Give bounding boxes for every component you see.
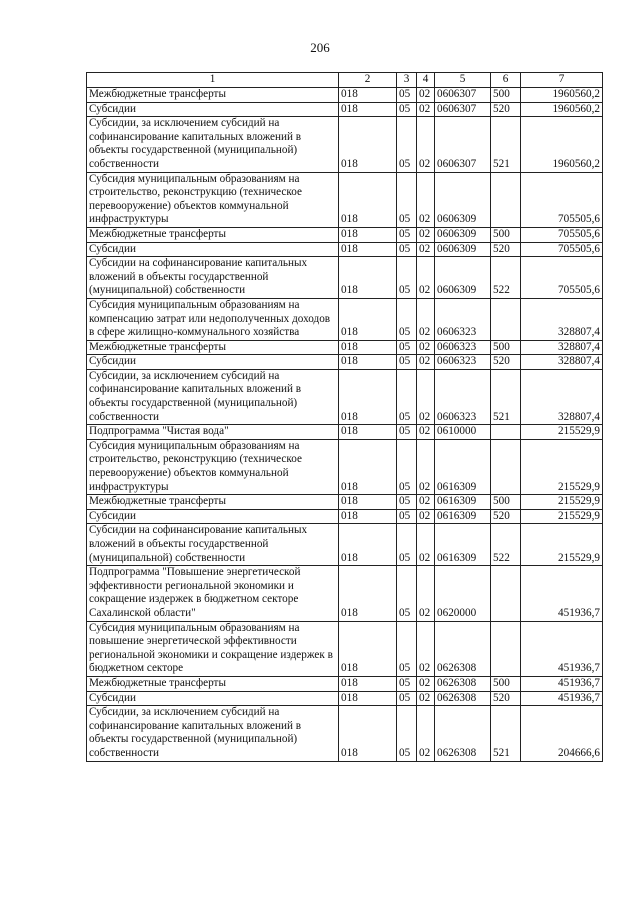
row-col-3: 05 <box>397 117 417 172</box>
row-col-4: 02 <box>417 242 435 257</box>
row-col-5: 0606309 <box>435 227 491 242</box>
row-col-2: 018 <box>339 369 397 424</box>
row-col-2: 018 <box>339 88 397 103</box>
row-name: Субсидии <box>87 691 339 706</box>
row-amount: 1960560,2 <box>521 117 603 172</box>
row-name: Субсидия муниципальным образованиям на строительство, реконструкцию (техническое перевооружение) объектов коммунальной инфраструктуры <box>87 439 339 494</box>
row-col-3: 05 <box>397 495 417 510</box>
row-col-2: 018 <box>339 524 397 566</box>
row-amount: 215529,9 <box>521 509 603 524</box>
row-amount: 215529,9 <box>521 425 603 440</box>
row-col-4: 02 <box>417 495 435 510</box>
table-row <box>87 691 603 706</box>
row-name: Субсидии <box>87 509 339 524</box>
table-row <box>87 340 603 355</box>
row-amount: 705505,6 <box>521 227 603 242</box>
row-col-2: 018 <box>339 509 397 524</box>
row-col-6 <box>491 439 521 494</box>
row-col-2: 018 <box>339 257 397 299</box>
table-row <box>87 355 603 370</box>
row-col-6: 500 <box>491 495 521 510</box>
row-col-5: 0606309 <box>435 257 491 299</box>
row-col-6: 520 <box>491 355 521 370</box>
row-col-4: 02 <box>417 566 435 621</box>
row-col-2: 018 <box>339 676 397 691</box>
row-name: Субсидии, за исключением субсидий на софинансирование капитальных вложений в объекты государственной (муниципальной) собственности <box>87 706 339 761</box>
row-name: Субсидии, за исключением субсидий на софинансирование капитальных вложений в объекты государственной (муниципальной) собственности <box>87 369 339 424</box>
page-number: 206 <box>310 40 330 55</box>
row-col-6: 520 <box>491 242 521 257</box>
row-col-4: 02 <box>417 227 435 242</box>
row-amount: 705505,6 <box>521 242 603 257</box>
row-col-2: 018 <box>339 439 397 494</box>
row-amount: 705505,6 <box>521 172 603 227</box>
row-col-4: 02 <box>417 298 435 340</box>
table-row <box>87 227 603 242</box>
row-col-3: 05 <box>397 355 417 370</box>
row-col-2: 018 <box>339 172 397 227</box>
row-col-6: 500 <box>491 88 521 103</box>
table-row <box>87 706 603 761</box>
row-col-2: 018 <box>339 355 397 370</box>
row-col-6 <box>491 566 521 621</box>
row-col-3: 05 <box>397 676 417 691</box>
row-col-6 <box>491 621 521 676</box>
row-col-2: 018 <box>339 117 397 172</box>
row-col-2: 018 <box>339 425 397 440</box>
row-col-2: 018 <box>339 706 397 761</box>
row-col-6: 500 <box>491 676 521 691</box>
row-col-3: 05 <box>397 369 417 424</box>
row-name: Субсидия муниципальным образованиям на компенсацию затрат или недополученных доходов в сфере жилищно-коммунального хозяйства <box>87 298 339 340</box>
row-amount: 451936,7 <box>521 691 603 706</box>
row-col-4: 02 <box>417 369 435 424</box>
row-col-3: 05 <box>397 621 417 676</box>
row-col-5: 0626308 <box>435 676 491 691</box>
row-col-6: 500 <box>491 340 521 355</box>
row-name: Межбюджетные трансферты <box>87 340 339 355</box>
row-col-5: 0606309 <box>435 172 491 227</box>
row-col-4: 02 <box>417 439 435 494</box>
row-col-6: 521 <box>491 706 521 761</box>
row-amount: 328807,4 <box>521 298 603 340</box>
row-col-4: 02 <box>417 691 435 706</box>
row-col-2: 018 <box>339 242 397 257</box>
row-col-3: 05 <box>397 524 417 566</box>
row-col-5: 0610000 <box>435 425 491 440</box>
header-cell: 1 <box>87 73 339 88</box>
table-row <box>87 298 603 340</box>
row-col-6 <box>491 298 521 340</box>
row-col-2: 018 <box>339 621 397 676</box>
row-name: Межбюджетные трансферты <box>87 676 339 691</box>
row-col-6: 520 <box>491 102 521 117</box>
row-col-2: 018 <box>339 495 397 510</box>
row-name: Субсидии <box>87 242 339 257</box>
row-col-6: 522 <box>491 524 521 566</box>
table-row <box>87 524 603 566</box>
row-name: Субсидии <box>87 355 339 370</box>
row-col-5: 0606323 <box>435 369 491 424</box>
row-col-4: 02 <box>417 425 435 440</box>
row-amount: 1960560,2 <box>521 102 603 117</box>
row-col-2: 018 <box>339 566 397 621</box>
row-col-3: 05 <box>397 566 417 621</box>
row-col-4: 02 <box>417 621 435 676</box>
row-name: Субсидии на софинансирование капитальных вложений в объекты государственной (муниципальной) собственности <box>87 257 339 299</box>
row-col-3: 05 <box>397 88 417 103</box>
row-col-2: 018 <box>339 691 397 706</box>
row-amount: 215529,9 <box>521 439 603 494</box>
row-col-3: 05 <box>397 298 417 340</box>
header-cell: 2 <box>339 73 397 88</box>
row-col-6: 520 <box>491 509 521 524</box>
row-col-2: 018 <box>339 298 397 340</box>
row-col-5: 0606307 <box>435 117 491 172</box>
row-amount: 1960560,2 <box>521 88 603 103</box>
row-name: Межбюджетные трансферты <box>87 227 339 242</box>
row-col-5: 0606307 <box>435 102 491 117</box>
row-col-6: 520 <box>491 691 521 706</box>
row-col-3: 05 <box>397 242 417 257</box>
row-amount: 451936,7 <box>521 566 603 621</box>
row-col-5: 0626308 <box>435 621 491 676</box>
row-col-2: 018 <box>339 102 397 117</box>
table-row <box>87 621 603 676</box>
row-col-2: 018 <box>339 340 397 355</box>
row-col-4: 02 <box>417 117 435 172</box>
row-col-3: 05 <box>397 340 417 355</box>
row-col-3: 05 <box>397 439 417 494</box>
header-cell: 5 <box>435 73 491 88</box>
table-row <box>87 425 603 440</box>
row-col-2: 018 <box>339 227 397 242</box>
row-col-6 <box>491 172 521 227</box>
table-row <box>87 102 603 117</box>
row-col-5: 0616309 <box>435 524 491 566</box>
budget-table <box>86 72 603 762</box>
row-name: Субсидии, за исключением субсидий на софинансирование капитальных вложений в объекты государственной (муниципальной) собственности <box>87 117 339 172</box>
row-col-5: 0606307 <box>435 88 491 103</box>
row-col-4: 02 <box>417 88 435 103</box>
row-col-4: 02 <box>417 172 435 227</box>
row-col-6: 522 <box>491 257 521 299</box>
row-col-3: 05 <box>397 425 417 440</box>
row-col-4: 02 <box>417 706 435 761</box>
row-amount: 328807,4 <box>521 355 603 370</box>
table-row <box>87 495 603 510</box>
row-name: Межбюджетные трансферты <box>87 495 339 510</box>
table-row <box>87 257 603 299</box>
row-amount: 328807,4 <box>521 369 603 424</box>
row-col-4: 02 <box>417 509 435 524</box>
header-cell: 6 <box>491 73 521 88</box>
row-col-3: 05 <box>397 227 417 242</box>
table-row <box>87 439 603 494</box>
row-col-5: 0606323 <box>435 298 491 340</box>
table-row <box>87 88 603 103</box>
table-row <box>87 369 603 424</box>
table-row <box>87 172 603 227</box>
row-col-5: 0626308 <box>435 691 491 706</box>
row-col-5: 0626308 <box>435 706 491 761</box>
table-row <box>87 676 603 691</box>
row-col-3: 05 <box>397 172 417 227</box>
row-col-5: 0606323 <box>435 340 491 355</box>
row-col-6: 521 <box>491 369 521 424</box>
row-col-4: 02 <box>417 102 435 117</box>
header-cell: 3 <box>397 73 417 88</box>
row-amount: 451936,7 <box>521 621 603 676</box>
table-body <box>87 88 603 762</box>
row-name: Субсидии <box>87 102 339 117</box>
row-col-6 <box>491 425 521 440</box>
row-col-6: 500 <box>491 227 521 242</box>
row-col-6: 521 <box>491 117 521 172</box>
row-amount: 451936,7 <box>521 676 603 691</box>
row-col-5: 0616309 <box>435 509 491 524</box>
row-col-5: 0620000 <box>435 566 491 621</box>
row-amount: 328807,4 <box>521 340 603 355</box>
row-col-3: 05 <box>397 706 417 761</box>
table-row <box>87 242 603 257</box>
row-col-5: 0606309 <box>435 242 491 257</box>
row-name: Субсидии на софинансирование капитальных вложений в объекты государственной (муниципальной) собственности <box>87 524 339 566</box>
row-col-4: 02 <box>417 524 435 566</box>
table-row <box>87 117 603 172</box>
header-cell: 4 <box>417 73 435 88</box>
row-col-3: 05 <box>397 102 417 117</box>
row-name: Межбюджетные трансферты <box>87 88 339 103</box>
row-col-5: 0606323 <box>435 355 491 370</box>
row-col-5: 0616309 <box>435 439 491 494</box>
table-row <box>87 566 603 621</box>
row-col-4: 02 <box>417 355 435 370</box>
row-amount: 705505,6 <box>521 257 603 299</box>
row-amount: 215529,9 <box>521 495 603 510</box>
row-col-5: 0616309 <box>435 495 491 510</box>
row-col-3: 05 <box>397 509 417 524</box>
row-col-4: 02 <box>417 340 435 355</box>
table-row <box>87 509 603 524</box>
row-col-4: 02 <box>417 676 435 691</box>
row-col-4: 02 <box>417 257 435 299</box>
row-name: Субсидия муниципальным образованиям на повышение энергетической эффективности региональной экономики и сокращение издержек в бюджетном секторе <box>87 621 339 676</box>
row-amount: 215529,9 <box>521 524 603 566</box>
row-name: Подпрограмма "Повышение энергетической эффективности региональной экономики и сокращение издержек в бюджетном секторе Сахалинской области" <box>87 566 339 621</box>
row-name: Подпрограмма "Чистая вода" <box>87 425 339 440</box>
header-cell: 7 <box>521 73 603 88</box>
row-col-3: 05 <box>397 257 417 299</box>
header-row <box>87 73 603 88</box>
row-amount: 204666,6 <box>521 706 603 761</box>
row-name: Субсидия муниципальным образованиям на строительство, реконструкцию (техническое перевооружение) объектов коммунальной инфраструктуры <box>87 172 339 227</box>
row-col-3: 05 <box>397 691 417 706</box>
